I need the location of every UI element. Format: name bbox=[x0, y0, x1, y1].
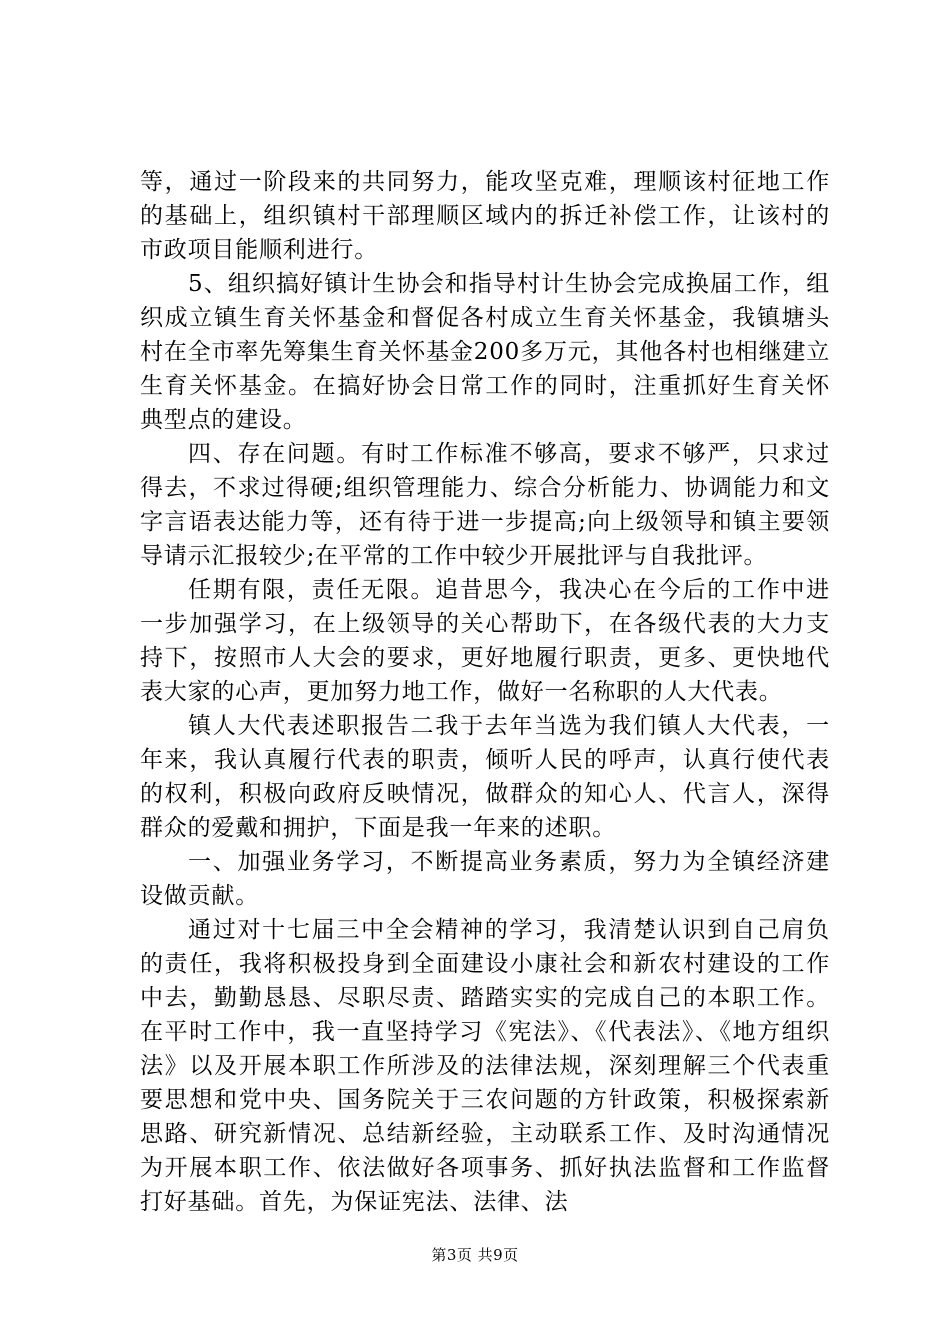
paragraph-item-5: 5、组织搞好镇计生协会和指导村计生协会完成换届工作，组织成立镇生育关怀基金和督促各村成立生育关怀基金，我镇塘头村在全市率先筹集生育关怀基金200多万元，其他各村也相继建立生育关怀基金。在搞好协会日常工作的同时，注重抓好生育关怀典型点的建设。 bbox=[140, 271, 830, 433]
page-number-footer: 第3页 共9页 bbox=[431, 1246, 519, 1264]
paragraph-study-work: 通过对十七届三中全会精神的学习，我清楚认识到自己肩负的责任，我将积极投身到全面建设小康社会和新农村建设的工作中去，勤勤恳恳、尽职尽责、踏踏实实的完成自己的本职工作。在平时工作中，我一直坚持学习《宪法》、《代表法》、《地方组织法》以及开展本职工作所涉及的法律法规，深刻理解三个代表重要思想和党中央、国务院关于三农问题的方针政策，积极探索新思路、研究新情况、总结新经验，主动联系工作、及时沟通情况为开展本职工作、依法做好各项事务、抓好执法监督和工作监督打好基础。首先，为保证宪法、法律、法 bbox=[140, 917, 830, 1215]
paragraph-term-closing: 任期有限，责任无限。追昔思今，我决心在今后的工作中进一步加强学习，在上级领导的关心帮助下，在各级代表的大力支持下，按照市人大会的要求，更好地履行职责，更多、更快地代表大家的心声，更加努力地工作，做好一名称职的人大代表。 bbox=[140, 577, 830, 705]
paragraph-report-two-intro: 镇人大代表述职报告二我于去年当选为我们镇人大代表，一年来，我认真履行代表的职责，倾听人民的呼声，认真行使代表的权利，积极向政府反映情况，做群众的知心人、代言人，深得群众的爱戴和拥护，下面是我一年来的述职。 bbox=[140, 713, 830, 841]
document-body bbox=[140, 165, 830, 1219]
paragraph-section-heading-1: 一、加强业务学习，不断提高业务素质，努力为全镇经济建设做贡献。 bbox=[140, 849, 830, 909]
paragraph-continuation: 等，通过一阶段来的共同努力，能攻坚克难，理顺该村征地工作的基础上，组织镇村干部理顺区域内的拆迁补偿工作，让该村的市政项目能顺利进行。 bbox=[140, 169, 830, 263]
paragraph-existing-problems: 四、存在问题。有时工作标准不够高，要求不够严，只求过得去，不求过得硬;组织管理能力、综合分析能力、协调能力和文字言语表达能力等，还有待于进一步提高;向上级领导和镇主要领导请示汇报较少;在平常的工作中较少开展批评与自我批评。 bbox=[140, 441, 830, 569]
